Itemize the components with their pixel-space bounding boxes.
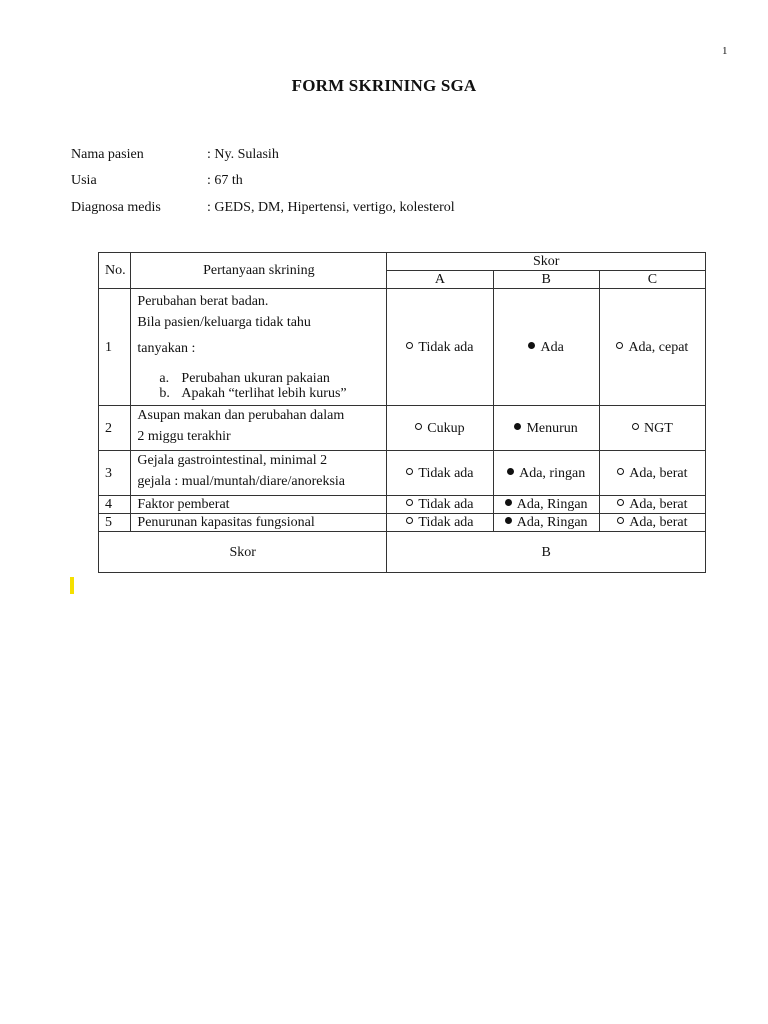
option-a[interactable] <box>387 451 493 496</box>
sub-item-marker: a. <box>159 371 170 386</box>
question-cell <box>131 451 387 496</box>
open-circle-icon <box>406 468 413 475</box>
option-label: Ada, Ringan <box>516 515 588 530</box>
question-spacer <box>137 362 380 371</box>
option-label: Ada, berat <box>629 497 688 512</box>
option-a[interactable] <box>387 289 493 406</box>
question-cell <box>131 496 387 514</box>
document-title: FORM SKRINING SGA <box>291 76 477 95</box>
option-label: Tidak ada <box>418 465 474 481</box>
filled-circle-icon <box>507 468 514 475</box>
option-b[interactable] <box>493 496 599 514</box>
option-label: Ada, ringan <box>519 465 586 481</box>
option-b[interactable] <box>493 289 599 406</box>
question-line: Asupan makan dan perubahan dalam <box>137 407 345 423</box>
diagnosis-value: : GEDS, DM, Hipertensi, vertigo, kolesterol <box>207 200 455 215</box>
option-label: Ada, berat <box>629 515 688 530</box>
open-circle-icon <box>406 499 413 506</box>
question-cell <box>131 406 387 451</box>
open-circle-icon <box>406 342 413 349</box>
option-b[interactable] <box>493 451 599 496</box>
open-circle-icon <box>616 342 623 349</box>
option-a[interactable] <box>387 406 493 451</box>
patient-name-value: : Ny. Sulasih <box>207 147 279 162</box>
open-circle-icon <box>406 517 413 524</box>
option-a[interactable] <box>387 496 493 514</box>
header-b: B <box>493 271 599 289</box>
option-label: Menurun <box>526 420 578 436</box>
open-circle-icon <box>617 517 624 524</box>
question-line: Gejala gastrointestinal, minimal 2 <box>137 452 328 468</box>
table-row <box>99 289 706 406</box>
question-sub-item <box>137 386 380 401</box>
sub-item-marker: b. <box>159 386 170 401</box>
row-number: 1 <box>99 289 131 406</box>
option-b[interactable] <box>493 514 599 532</box>
table-header <box>99 253 706 289</box>
question-line: 2 miggu terakhir <box>137 428 231 444</box>
filled-circle-icon <box>505 499 512 506</box>
header-score: Skor <box>387 253 706 271</box>
header-a: A <box>387 271 493 289</box>
question-line: Perubahan berat badan. <box>137 294 269 309</box>
table-row <box>99 496 706 514</box>
option-b[interactable] <box>493 406 599 451</box>
total-score-value: B <box>387 532 706 573</box>
row-number: 4 <box>99 496 131 514</box>
question-sub-item <box>137 371 380 386</box>
option-c[interactable] <box>599 496 705 514</box>
option-c[interactable] <box>599 289 705 406</box>
table-row <box>99 406 706 451</box>
open-circle-icon <box>617 468 624 475</box>
option-label: Ada, cepat <box>628 339 689 355</box>
option-label: Ada <box>540 339 564 355</box>
header-c: C <box>599 271 705 289</box>
table-row <box>99 451 706 496</box>
table-body <box>99 289 706 532</box>
open-circle-icon <box>617 499 624 506</box>
open-circle-icon <box>415 423 422 430</box>
header-question: Pertanyaan skrining <box>131 253 387 289</box>
option-label: Ada, berat <box>629 465 688 481</box>
open-circle-icon <box>632 423 639 430</box>
diagnosis-label: Diagnosa medis <box>71 200 161 215</box>
header-no: No. <box>99 253 131 289</box>
option-label: Tidak ada <box>418 497 474 512</box>
text-cursor-highlight <box>70 577 74 594</box>
filled-circle-icon <box>514 423 521 430</box>
question-cell <box>131 514 387 532</box>
option-c[interactable] <box>599 451 705 496</box>
question-line: gejala : mual/muntah/diare/anoreksia <box>137 473 345 489</box>
option-label: Tidak ada <box>418 515 474 530</box>
row-number: 3 <box>99 451 131 496</box>
sub-item-text: Apakah “terlihat lebih kurus” <box>181 386 347 401</box>
page-number: 1 <box>722 45 728 57</box>
sub-item-text: Perubahan ukuran pakaian <box>181 371 330 386</box>
patient-age-value: : 67 th <box>207 173 243 188</box>
option-label: Ada, Ringan <box>516 497 588 512</box>
patient-name-label: Nama pasien <box>71 147 144 162</box>
question-line: Faktor pemberat <box>137 497 230 512</box>
patient-age-label: Usia <box>71 173 97 188</box>
table-footer <box>99 532 706 573</box>
total-score-label: Skor <box>99 532 387 573</box>
option-c[interactable] <box>599 406 705 451</box>
question-cell <box>131 289 387 406</box>
row-number: 5 <box>99 514 131 532</box>
question-line: tanyakan : <box>137 341 196 356</box>
filled-circle-icon <box>505 517 512 524</box>
option-label: Cukup <box>427 420 465 436</box>
question-line: Bila pasien/keluarga tidak tahu <box>137 315 311 330</box>
row-number: 2 <box>99 406 131 451</box>
option-label: Tidak ada <box>418 339 474 355</box>
option-c[interactable] <box>599 514 705 532</box>
option-a[interactable] <box>387 514 493 532</box>
filled-circle-icon <box>528 342 535 349</box>
option-label: NGT <box>643 420 673 436</box>
table-row <box>99 514 706 532</box>
question-line: Penurunan kapasitas fungsional <box>137 515 315 530</box>
screening-table <box>98 252 706 573</box>
